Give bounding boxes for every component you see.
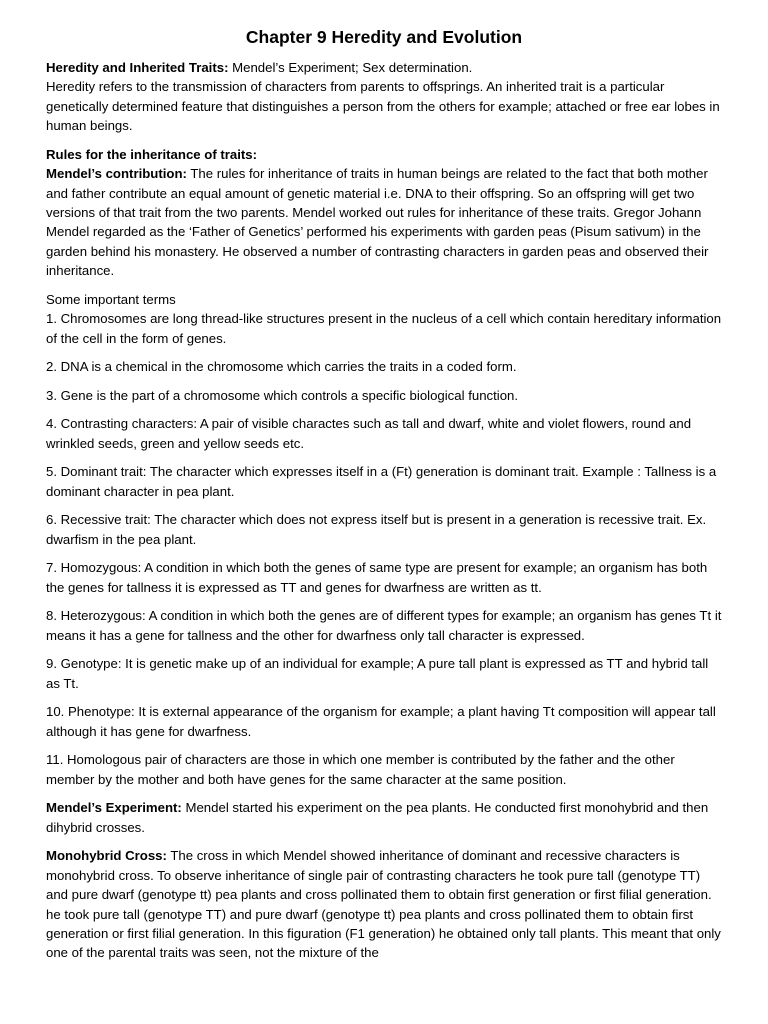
mendel-experiment-label: Mendel’s Experiment:: [46, 800, 182, 816]
mendel-contribution-label: Mendel’s contribution:: [46, 166, 187, 182]
rules-heading-line: [46, 145, 722, 164]
term-item: 7. Homozygous: A condition in which both the genes of same type are present for example; an organism has both the genes for tallness it is expressed as TT and genes for dwarfness are written as tt.: [46, 560, 708, 595]
mendel-experiment-paragraph: [46, 798, 722, 837]
page-title: Chapter 9 Heredity and Evolution: [245, 27, 523, 47]
heredity-heading: Heredity and Inherited Traits:: [46, 60, 229, 75]
mendel-contribution-paragraph: [46, 164, 722, 280]
term-item: 9. Genotype: It is genetic make up of an individual for example; A pure tall plant is expressed as TT and hybrid tall as Tt.: [46, 656, 709, 691]
monohybrid-cross-label: Monohybrid Cross:: [46, 848, 167, 864]
term-item: 10. Phenotype: It is external appearance of the organism for example; a plant having Tt composition will appear tall although it has gene for dwarfness.: [46, 704, 716, 739]
mendel-experiment-text: Mendel started his experiment on the pea plants. He conducted first monohybrid and then dihybrid crosses.: [46, 800, 709, 835]
term-item: 1. Chromosomes are long thread-like structures present in the nucleus of a cell which contain hereditary information of the cell in the form of genes.: [46, 311, 722, 346]
term-item: 4. Contrasting characters: A pair of visible charactes such as tall and dwarf, white and violet flowers, round and wrinkled seeds, green and yellow seeds etc.: [46, 416, 692, 451]
monohybrid-cross-text: The cross in which Mendel showed inheritance of dominant and recessive characters is monohybrid cross. To observe inheritance of single pair of contrasting characters he took pure tall (genotype TT) and pure dwarf (genotype tt) pea plants and cross pollinated them to obtain first generation or first filial generation. he took pure tall (genotype TT) and pure dwarf (genotype tt) pea plants and cross pollinated them to obtain first generation or first filial generation. In this figuration (F1 generation) he obtained only tall plants. This meant that only one of the parental traits was seen, not the mixture of the: [46, 848, 721, 961]
document-body: [46, 26, 722, 972]
term-item: 11. Homologous pair of characters are those in which one member is contributed by the father and the other member by the mother and both have genes for the same character at the same position.: [46, 752, 675, 787]
term-item: 8. Heterozygous: A condition in which both the genes are of different types for example; an organism has genes Tt it means it has a gene for tallness and the other for dwarfness only tall character is expressed.: [46, 608, 722, 643]
term-item: 2. DNA is a chemical in the chromosome which carries the traits in a coded form.: [46, 359, 517, 375]
monohybrid-cross-paragraph: [46, 846, 722, 962]
heredity-paragraph: Heredity refers to the transmission of characters from parents to offsprings. An inherited trait is a particular genetically determined feature that distinguishes a person from the others for example; attached or free ear lobes in human beings.: [46, 79, 720, 134]
mendel-contribution-text: The rules for inheritance of traits in human beings are related to the fact that both mother and father contribute an equal amount of genetic material i.e. DNA to their offspring. So an offspring will get two versions of that trait from the two parents. Mendel worked out rules for inheritance of these traits. Gregor Johann Mendel regarded as the ‘Father of Genetics’ performed his experiments with garden peas (Pisum sativum) in the garden behind his monastery. He observed a number of contrasting characters in garden peas and observed their inheritance.: [46, 166, 709, 279]
term-item: 3. Gene is the part of a chromosome which controls a specific biological function.: [46, 387, 519, 403]
heredity-intro-line: [46, 58, 722, 77]
term-item: 6. Recessive trait: The character which does not express itself but is present in a generation is recessive trait. Ex. dwarfism in the pea plant.: [46, 512, 707, 547]
terms-heading: Some important terms: [46, 291, 176, 307]
rules-heading: Rules for the inheritance of traits:: [46, 146, 258, 162]
term-item: 5. Dominant trait: The character which expresses itself in a (Ft) generation is dominant trait. Example : Tallness is a dominant character in pea plant.: [46, 464, 717, 499]
heredity-heading-rest: Mendel’s Experiment; Sex determination.: [228, 60, 473, 75]
